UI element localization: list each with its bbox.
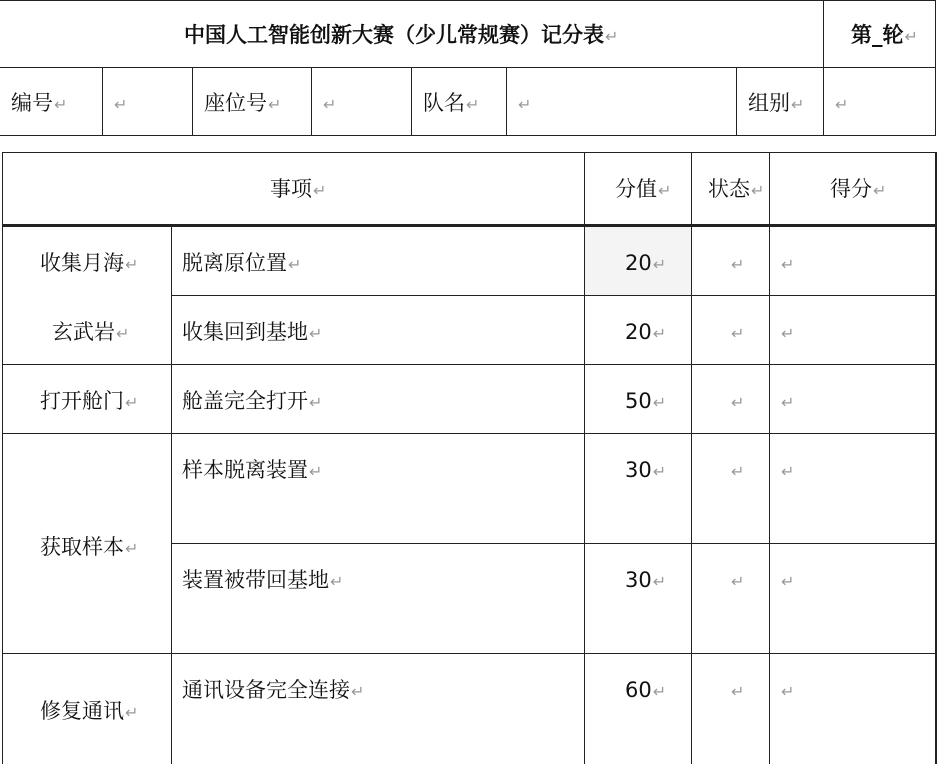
- paragraph-mark-icon: ↵: [125, 255, 139, 274]
- paragraph-mark-icon: ↵: [309, 462, 323, 481]
- paragraph-mark-icon: ↵: [330, 572, 344, 591]
- column-header-score: 得分: [830, 177, 872, 201]
- paragraph-mark-icon: ↵: [309, 324, 323, 343]
- point-value: 20: [625, 251, 652, 275]
- group-name: 修复通讯: [40, 699, 124, 723]
- paragraph-mark-icon: ↵: [731, 462, 745, 481]
- paragraph-mark-icon: ↵: [652, 682, 667, 701]
- group-name: 获取样本: [40, 535, 124, 559]
- paragraph-mark-icon: ↵: [652, 393, 667, 412]
- paragraph-mark-icon: ↵: [658, 181, 672, 200]
- paragraph-mark-icon: ↵: [781, 393, 795, 412]
- paragraph-mark-icon: ↵: [125, 539, 139, 558]
- paragraph-mark-icon: ↵: [731, 393, 745, 412]
- field-label-id: 编号: [11, 91, 53, 115]
- point-value: 60: [625, 678, 652, 702]
- paragraph-mark-icon: ↵: [652, 324, 667, 343]
- paragraph-mark-icon: ↵: [835, 95, 849, 114]
- group-name: 玄武岩: [52, 320, 115, 344]
- point-value: 20: [625, 320, 652, 344]
- column-header-item: 事项: [270, 177, 312, 201]
- paragraph-mark-icon: ↵: [904, 27, 918, 46]
- round-label: 第_轮: [851, 23, 904, 47]
- paragraph-mark-icon: ↵: [731, 255, 745, 274]
- task-label: 样本脱离装置: [182, 458, 308, 482]
- paragraph-mark-icon: ↵: [323, 95, 337, 114]
- paragraph-mark-icon: ↵: [466, 95, 480, 114]
- paragraph-mark-icon: ↵: [781, 255, 795, 274]
- point-value: 30: [625, 568, 652, 592]
- paragraph-mark-icon: ↵: [781, 572, 795, 591]
- field-label-group: 组别: [748, 91, 790, 115]
- paragraph-mark-icon: ↵: [114, 95, 128, 114]
- paragraph-mark-icon: ↵: [731, 572, 745, 591]
- task-label: 脱离原位置: [182, 251, 287, 275]
- group-name: 打开舱门: [40, 389, 124, 413]
- paragraph-mark-icon: ↵: [351, 682, 365, 701]
- page-title: 中国人工智能创新大赛（少儿常规赛）记分表: [184, 23, 604, 47]
- point-value: 50: [625, 389, 652, 413]
- header-table: [0, 0, 939, 136]
- paragraph-mark-icon: ↵: [518, 95, 532, 114]
- paragraph-mark-icon: ↵: [288, 255, 302, 274]
- task-label: 收集回到基地: [182, 320, 308, 344]
- score-table: [0, 150, 939, 764]
- field-label-seat: 座位号: [204, 91, 267, 115]
- paragraph-mark-icon: ↵: [781, 462, 795, 481]
- column-header-value: 分值: [615, 177, 657, 201]
- paragraph-mark-icon: ↵: [268, 95, 282, 114]
- paragraph-mark-icon: ↵: [309, 393, 323, 412]
- paragraph-mark-icon: ↵: [54, 95, 68, 114]
- paragraph-mark-icon: ↵: [652, 255, 667, 274]
- paragraph-mark-icon: ↵: [116, 324, 130, 343]
- paragraph-mark-icon: ↵: [731, 324, 745, 343]
- paragraph-mark-icon: ↵: [873, 181, 887, 200]
- paragraph-mark-icon: ↵: [125, 703, 139, 722]
- paragraph-mark-icon: ↵: [652, 462, 667, 481]
- column-header-status: 状态: [708, 177, 750, 201]
- task-label: 舱盖完全打开: [182, 389, 308, 413]
- paragraph-mark-icon: ↵: [751, 181, 765, 200]
- task-label: 通讯设备完全连接: [182, 678, 350, 702]
- paragraph-mark-icon: ↵: [652, 572, 667, 591]
- paragraph-mark-icon: ↵: [791, 95, 805, 114]
- group-name: 收集月海: [40, 251, 124, 275]
- paragraph-mark-icon: ↵: [313, 181, 327, 200]
- paragraph-mark-icon: ↵: [125, 393, 139, 412]
- paragraph-mark-icon: ↵: [731, 682, 745, 701]
- paragraph-mark-icon: ↵: [781, 324, 795, 343]
- field-label-team: 队名: [423, 91, 465, 115]
- paragraph-mark-icon: ↵: [605, 27, 619, 46]
- paragraph-mark-icon: ↵: [781, 682, 795, 701]
- task-label: 装置被带回基地: [182, 568, 329, 592]
- point-value: 30: [625, 458, 652, 482]
